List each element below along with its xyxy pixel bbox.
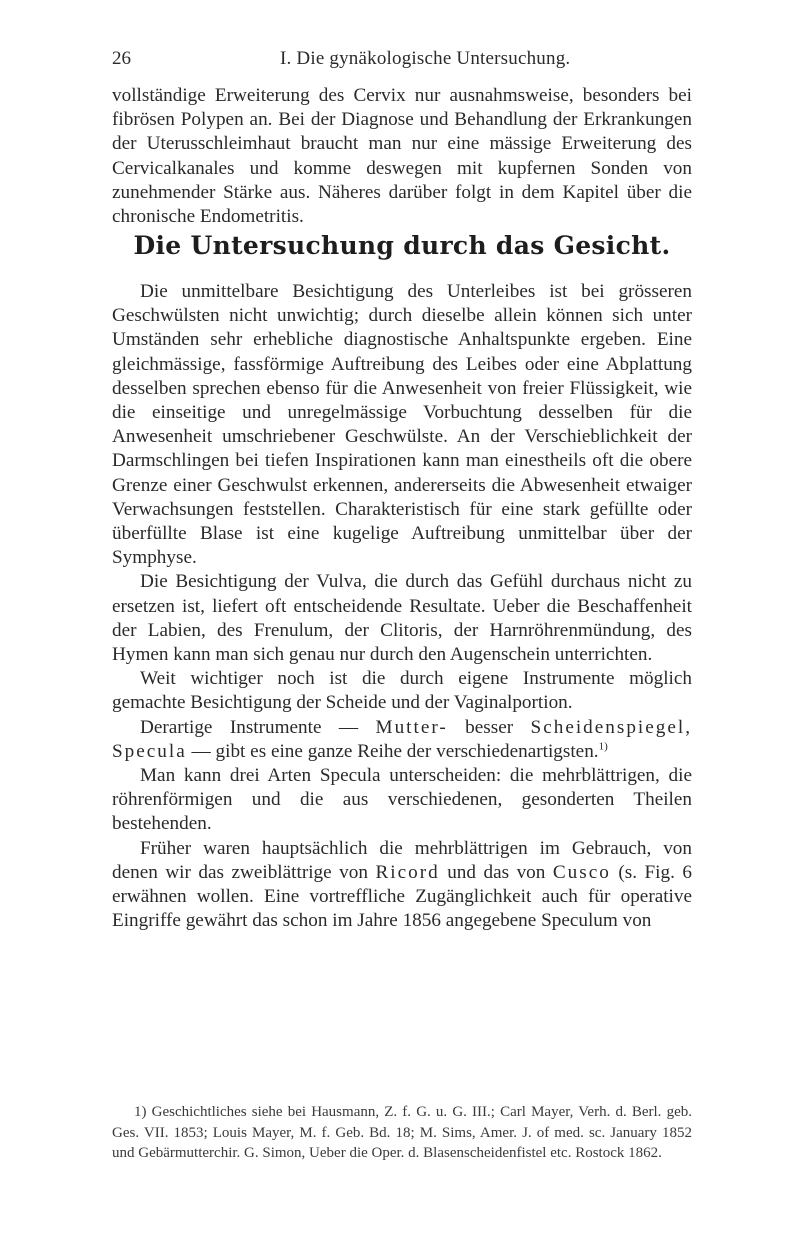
- text-run: Früher waren hauptsächlich die mehrblättrigen im Gebrauch, von denen wir das zweiblättrige von: [112, 837, 692, 883]
- text-run: und das von: [439, 861, 553, 883]
- footnote-reference: 1): [598, 740, 608, 753]
- running-title: I. Die gynäkologische Untersuchung.: [280, 48, 571, 69]
- page-header: [112, 48, 692, 74]
- page-number: 26: [112, 48, 131, 69]
- paragraph-specula-instruments: [112, 716, 692, 764]
- intro-paragraph: vollständige Erweiterung des Cervix nur ausnahmsweise, besonders bei fibrösen Polypen an. Bei der Diagnose und Behandlung der Erkrankungen der Uterusschleimhaut braucht man nur eine mässige Erweiterung des Cervicalkanales und komme deswegen mit kupfernen Sonden von zunehmender Stärke aus. Näheres darüber folgt in dem Kapitel über die chronische Endometritis.: [112, 85, 692, 228]
- spaced-term: Scheidenspiegel, Specula: [112, 716, 693, 762]
- paragraph-vulva-inspection: Die Besichtigung der Vulva, die durch das Gefühl durchaus nicht zu ersetzen ist, liefert oft entscheidende Resultate. Ueber die Beschaffenheit der Labien, des Frenulum, der Clitoris, der Harnröhrenmündung, des Hymen kann man sich genau nur durch den Augenschein unterrichten.: [112, 571, 692, 666]
- paragraph-abdomen-inspection: Die unmittelbare Besichtigung des Unterleibes ist bei grösseren Geschwülsten nicht unwichtig; durch dieselbe allein können sich unter Umständen sehr erhebliche diagnostische Anhaltspunkte ergeben. Eine gleichmässige, fassförmige Auftreibung des Leibes oder eine Abplattung desselben sprechen ebenso für die Anwesenheit von freier Flüssigkeit, wie die einseitige und unregelmässige Vorbuchtung desselben für die Anwesenheit umschriebener Geschwülste. An der Verschieblichkeit der Darmschlingen bei tiefen Inspirationen kann man einestheils oft die obere Grenze einer Geschwulst erkennen, andererseits die Abwesenheit etwaiger Verwachsungen feststellen. Charakteristisch für eine stark gefüllte oder überfüllte Blase ist eine kugelige Auftreibung unmittelbar über der Symphyse.: [112, 281, 692, 569]
- spaced-name: Ricord: [375, 861, 440, 883]
- paragraph-specula-types: Man kann drei Arten Specula unterscheiden: die mehrblättrigen, die röhrenförmigen und die aus verschiedenen, gesonderten Theilen bestehenden.: [112, 765, 692, 835]
- spaced-term: Mutter-: [375, 716, 448, 738]
- paragraph-specula-history: [112, 837, 692, 934]
- section-heading: Die Untersuchung durch das Gesicht.: [133, 231, 671, 260]
- text-run: besser: [447, 716, 531, 738]
- text-run: — gibt es eine ganze Reihe der verschiedenartigsten.: [186, 740, 599, 762]
- text-run: (s. Fig. 6 erwähnen wollen. Eine vortreffliche Zugänglichkeit auch für operative Eingriffe gewährt das schon im Jahre 1856 angegebene Speculum von: [112, 861, 693, 932]
- intro-paragraph-block: [112, 84, 692, 229]
- spaced-name: Cusco: [552, 861, 611, 883]
- footnote-1: 1) Geschichtliches siehe bei Hausmann, Z. f. G. u. G. III.; Carl Mayer, Verh. d. Berl. geb. Ges. VII. 1853; Louis Mayer, M. f. Geb. Bd. 18; M. Sims, Amer. J. of med. sc. January 1852 und Gebärmutterchir. G. Simon, Ueber die Oper. d. Blasenscheidenfistel etc. Rostock 1862.: [112, 1104, 692, 1161]
- text-run: Derartige Instrumente —: [140, 716, 376, 738]
- footnotes: [112, 1102, 692, 1164]
- paragraph-vagina-inspection: Weit wichtiger noch ist die durch eigene Instrumente möglich gemachte Besichtigung der Scheide und der Vaginalportion.: [112, 668, 692, 714]
- body-text: [112, 280, 692, 933]
